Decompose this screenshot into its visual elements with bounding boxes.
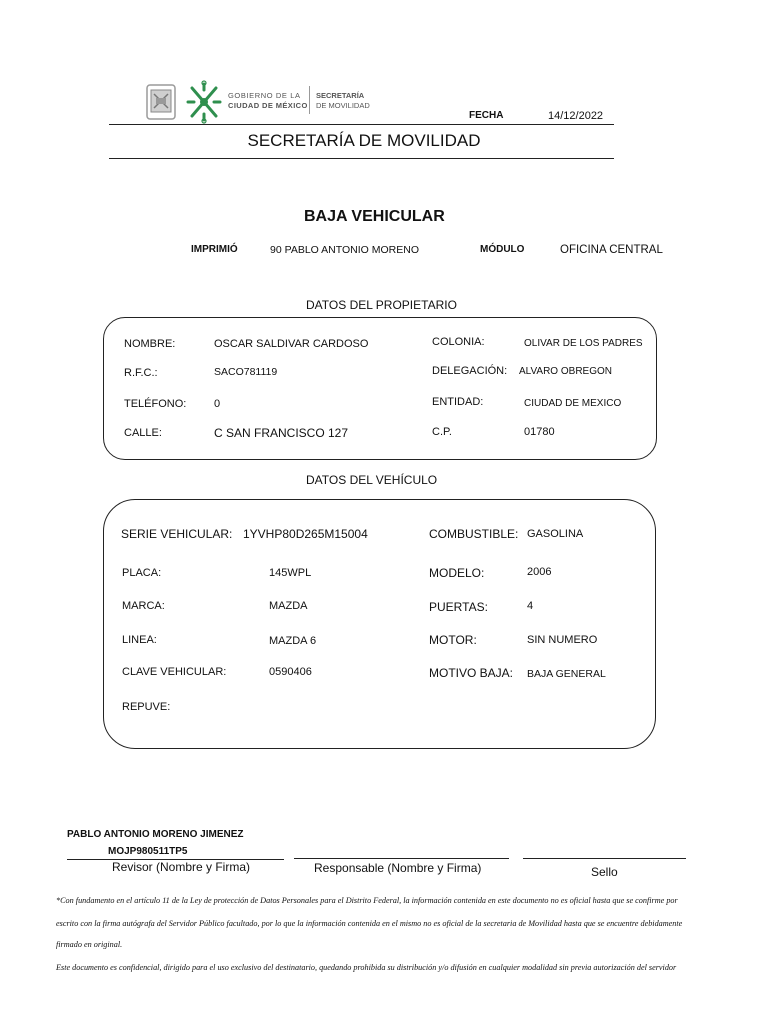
cdmx-logo-icon (184, 80, 224, 124)
revisor-caption: Revisor (Nombre y Firma) (112, 860, 251, 874)
motor-label: MOTOR: (429, 633, 477, 647)
gov-name-line1: GOBIERNO DE LA (228, 91, 301, 100)
legal-notice-line2: escrito con la firma autógrafa del Servidor Público facultado, por lo que la información contenida en el mismo no es oficial de la secretaria de Movilidad hasta que se encuentre debidamente (56, 919, 683, 928)
fecha-label: FECHA (469, 110, 504, 121)
imprimio-label: IMPRIMIÓ (191, 244, 238, 255)
marca-label: MARCA: (122, 600, 165, 612)
combustible-value: GASOLINA (527, 528, 584, 540)
delegacion-value: ALVARO OBREGON (519, 366, 612, 377)
calle-value: C SAN FRANCISCO 127 (214, 426, 349, 440)
rfc-value: SACO781119 (214, 366, 278, 378)
delegacion-label: DELEGACIÓN: (432, 365, 508, 377)
placa-label: PLACA: (122, 567, 162, 579)
cp-value: 01780 (524, 426, 555, 438)
document-heading: BAJA VEHICULAR (304, 208, 445, 225)
calle-label: CALLE: (124, 427, 162, 439)
colonia-value: OLIVAR DE LOS PADRES (524, 338, 643, 349)
page-title: SECRETARÍA DE MOVILIDAD (247, 131, 481, 150)
clave-label: CLAVE VEHICULAR: (122, 666, 227, 678)
imprimio-value: 90 PABLO ANTONIO MORENO (270, 244, 419, 256)
marca-value: MAZDA (269, 600, 308, 612)
serie-value: 1YVHP80D265M15004 (243, 527, 368, 541)
header-rule-bottom (109, 158, 614, 159)
mexico-city-coat-of-arms-logo (146, 84, 176, 120)
motivo-label: MOTIVO BAJA: (429, 666, 514, 680)
motivo-value: BAJA GENERAL (527, 668, 606, 680)
puertas-value: 4 (527, 600, 534, 612)
sello-caption: Sello (591, 865, 618, 879)
entidad-label: ENTIDAD: (432, 396, 484, 408)
nombre-label: NOMBRE: (124, 338, 176, 350)
clave-value: 0590406 (269, 666, 312, 678)
puertas-label: PUERTAS: (429, 600, 488, 614)
legal-notice-line1: *Con fundamento en el artículo 11 de la Ley de protección de Datos Personales para el Distrito Federal, la información contenida en este documento no es oficial hasta que se confirme por (56, 896, 678, 905)
repuve-label: REPUVE: (122, 701, 171, 713)
modulo-value: OFICINA CENTRAL (560, 244, 663, 256)
secretariat-name-line2: DE MOVILIDAD (316, 101, 370, 110)
placa-value: 145WPL (269, 567, 312, 579)
gov-name-line2: CIUDAD DE MÉXICO (228, 101, 308, 110)
serie-label: SERIE VEHICULAR: (121, 527, 233, 541)
responsable-caption: Responsable (Nombre y Firma) (314, 861, 482, 875)
combustible-label: COMBUSTIBLE: (429, 527, 519, 541)
modelo-value: 2006 (527, 566, 552, 578)
telefono-value: 0 (214, 398, 221, 410)
legal-notice-line4: Este documento es confidencial, dirigido para el uso exclusivo del destinatario, quedando prohibida su distribución y/o difusión en cualquier modalidad sin previa autorización del servidor (56, 963, 677, 972)
rfc-label: R.F.C.: (124, 367, 158, 379)
sello-line (523, 858, 686, 859)
telefono-label: TELÉFONO: (124, 398, 187, 410)
header-rule-top (109, 124, 614, 125)
cp-label: C.P. (432, 426, 452, 438)
fecha-value: 14/12/2022 (548, 110, 604, 122)
secretariat-name-line1: SECRETARÍA (316, 91, 365, 100)
responsable-signature-line (294, 858, 509, 859)
linea-label: LINEA: (122, 634, 157, 646)
revisor-rfc: MOJP980511TP5 (108, 846, 188, 857)
motor-value: SIN NUMERO (527, 634, 598, 646)
revisor-name: PABLO ANTONIO MORENO JIMENEZ (67, 829, 244, 840)
owner-section-title: DATOS DEL PROPIETARIO (306, 298, 457, 312)
legal-notice-line3: firmado en original. (56, 940, 123, 949)
vehicle-section-title: DATOS DEL VEHÍCULO (306, 473, 438, 487)
colonia-label: COLONIA: (432, 336, 485, 348)
logo-divider (309, 86, 310, 114)
modelo-label: MODELO: (429, 566, 485, 580)
linea-value: MAZDA 6 (269, 635, 317, 647)
entidad-value: CIUDAD DE MEXICO (524, 398, 622, 409)
modulo-label: MÓDULO (480, 244, 525, 255)
nombre-value: OSCAR SALDIVAR CARDOSO (214, 338, 369, 350)
